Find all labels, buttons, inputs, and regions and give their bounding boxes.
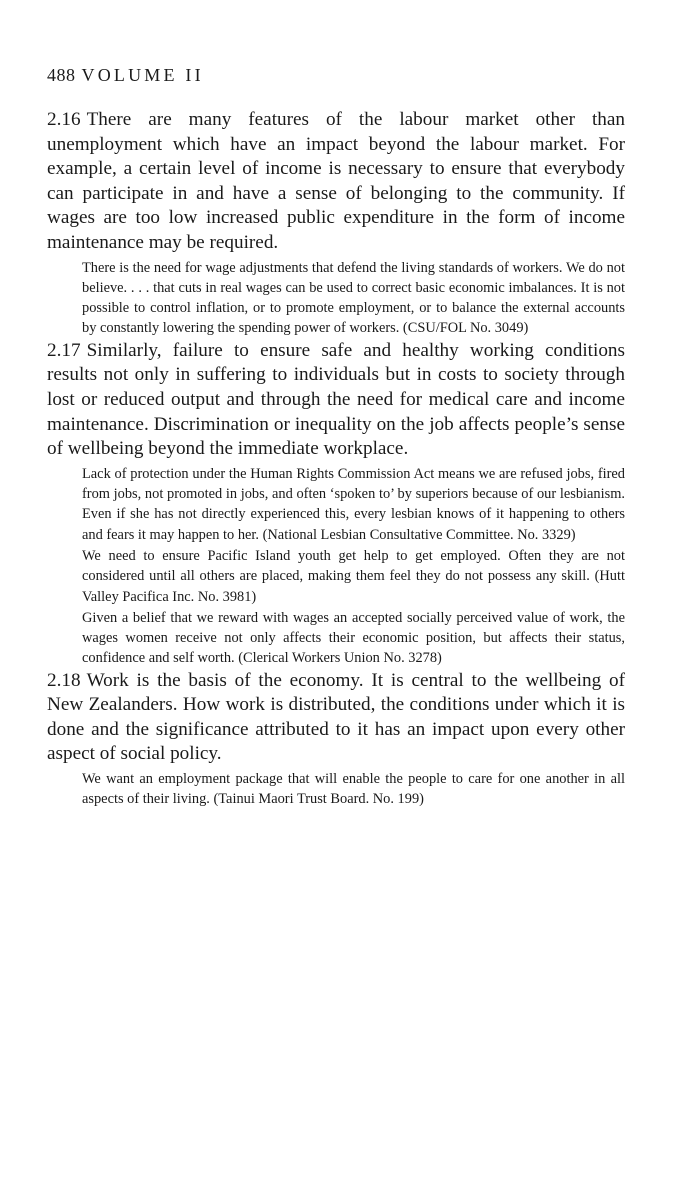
submission-quote: We need to ensure Pacific Island youth get help to get employed. Often they are not considered until all others are placed, making them feel they do not possess any skill. (Hutt Valley Pacifica Inc. No. 3981) (82, 547, 625, 605)
section-2-16 (47, 108, 625, 339)
running-head (47, 64, 625, 86)
submission-quote: Given a belief that we reward with wages an accepted socially perceived value of work, the wages women receive not only affects their economic position, but affects their status, confidence and self worth. (Clerical Workers Union No. 3278) (82, 609, 625, 667)
submission-quote: There is the need for wage adjustments that defend the living standards of workers. We do not believe. . . . that cuts in real wages can be used to correct basic economic imbalances. It is not possible to control inflation, or to promote employment, or to balance the external accounts by constantly lowering the spending power of workers. (CSU/FOL No. 3049) (82, 259, 625, 337)
page-number: 488 (47, 65, 76, 85)
document-page (47, 64, 625, 810)
submission-quote: We want an employment package that will enable the people to care for one another in all aspects of their living. (Tainui Maori Trust Board. No. 199) (82, 771, 625, 808)
paragraph-2-16 (47, 108, 625, 256)
paragraph-text: There are many features of the labour market other than unemployment which have an impact beyond the labour market. For example, a certain level of income is necessary to ensure that everybody can participate in and have a sense of belonging to the community. If wages are too low increased public expenditure in the form of income maintenance may be required. (47, 109, 625, 253)
paragraph-2-17 (47, 339, 625, 462)
paragraph-text: Work is the basis of the economy. It is central to the wellbeing of New Zealanders. How work is distributed, the conditions under which it is done and the significance attributed to it has an impact upon every other aspect of social policy. (47, 669, 625, 765)
submission-quote: Lack of protection under the Human Rights Commission Act means we are refused jobs, fired from jobs, not promoted in jobs, and often ‘spoken to’ by superiors because of our lesbianism. Even if she has not directly experienced this, every lesbian knows of it happening to others and fears it may happen to her. (National Lesbian Consultative Committee. No. 3329) (82, 465, 625, 543)
paragraph-number: 2.16 (47, 109, 81, 130)
paragraph-number: 2.18 (47, 669, 81, 691)
volume-label: VOLUME II (81, 65, 204, 85)
section-2-17 (47, 339, 625, 669)
paragraph-text: Similarly, failure to ensure safe and healthy working conditions results not only in suffering to individuals but in costs to society through lost or reduced output and through the need for medical care and income maintenance. Discrimination or inequality on the job affects people’s sense of wellbeing beyond the immediate workplace. (47, 339, 625, 460)
section-2-18 (47, 669, 625, 810)
paragraph-2-18 (47, 669, 625, 767)
paragraph-number: 2.17 (47, 339, 81, 361)
